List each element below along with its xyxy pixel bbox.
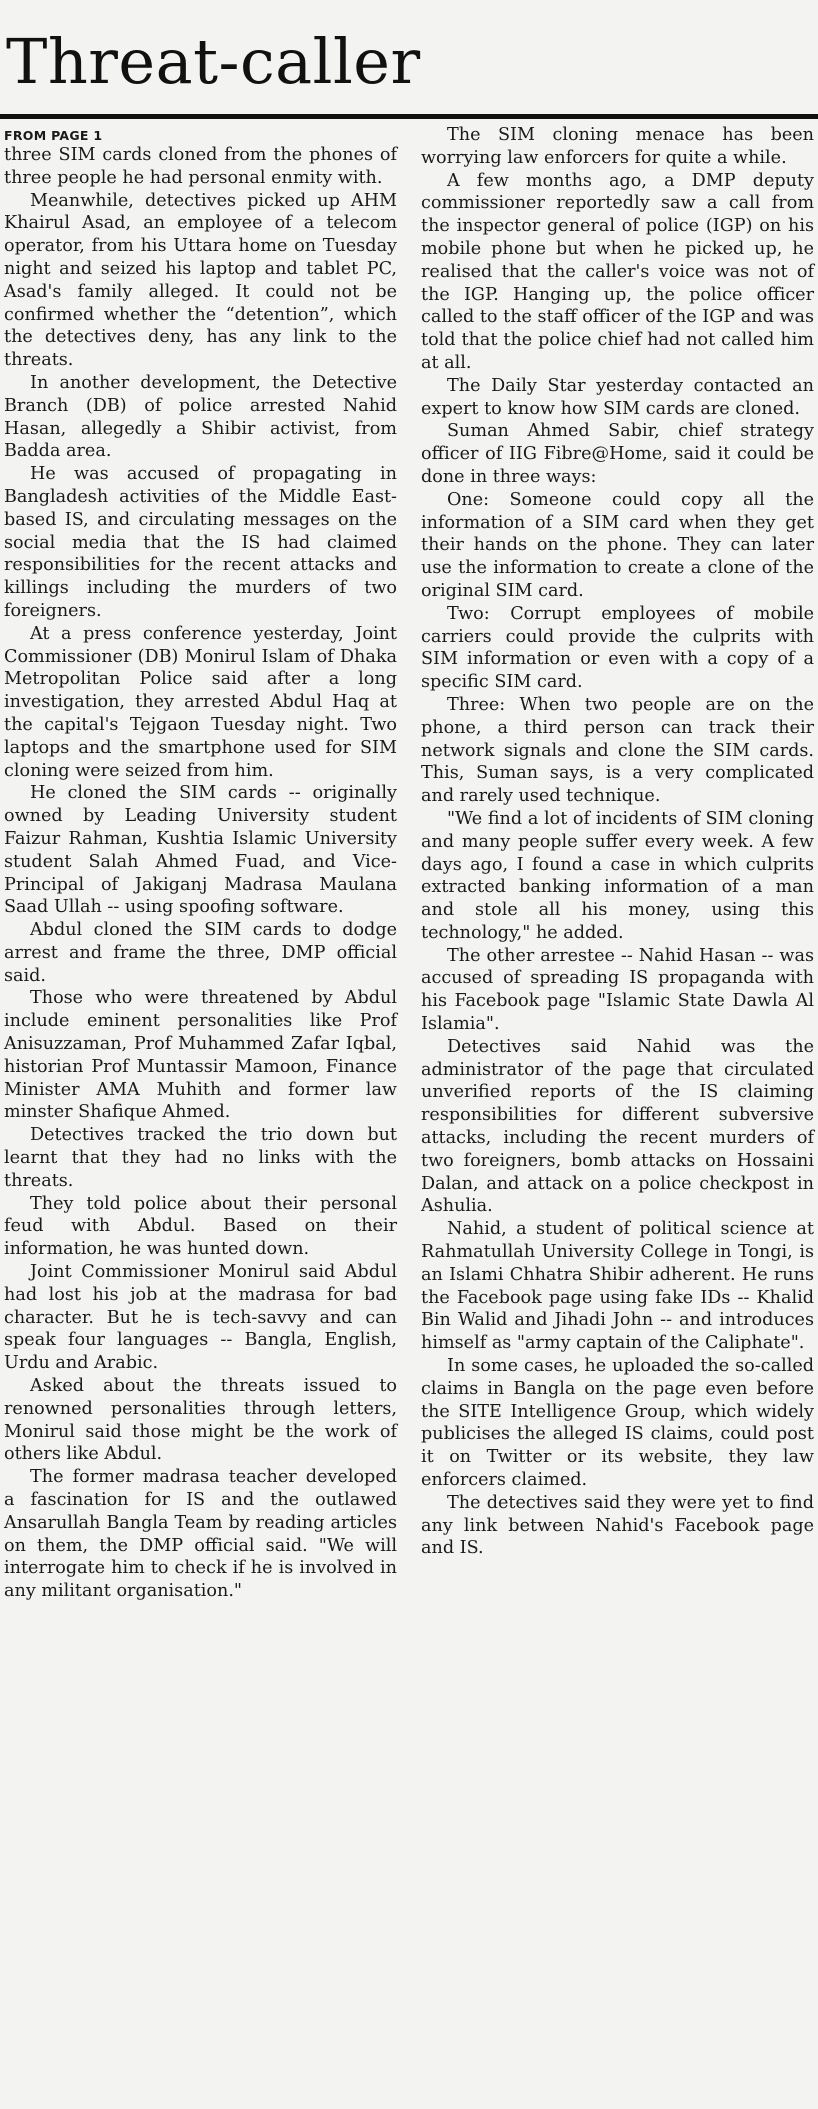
paragraph: "We find a lot of incidents of SIM cloning and many people suffer every week. A few days ago, I found a case in which culprits extracted banking information of a man and stole all his money, using this technology," he added.	[421, 808, 814, 943]
paragraph: They told police about their personal feud with Abdul. Based on their information, he was hunted down.	[4, 1193, 397, 1260]
paragraph: Detectives said Nahid was the administrator of the page that circulated unverified reports of the IS claiming responsibilities for different subversive attacks, including the recent murders of two foreigners, bomb attacks on Hossaini Dalan, and attack on a police checkpost in Ashulia.	[421, 1036, 814, 1217]
paragraph: Asked about the threats issued to renowned personalities through letters, Monirul said those might be the work of others like Abdul.	[4, 1376, 397, 1465]
paragraph: Two: Corrupt employees of mobile carriers could provide the culprits with SIM information or even with a copy of a specific SIM card.	[421, 603, 814, 693]
paragraph: A few months ago, a DMP deputy commissioner reportedly saw a call from the inspector general of police (IGP) on his mobile phone but when he picked up, he realised that the caller's voice was not of the IGP. Hanging up, the police officer called to the staff officer of the IGP and was told that the police chief had not called him at all.	[421, 170, 814, 373]
paragraph: He cloned the SIM cards -- originally owned by Leading University student Faizur Rahman, Kushtia Islamic University student Salah Ahmed Fuad, and Vice-Principal of Jakiganj Madrasa Maulana Saad Ullah -- using spoofing software.	[4, 783, 397, 918]
paragraph: three SIM cards cloned from the phones of three people he had personal enmity with.	[4, 145, 397, 188]
paragraph: Three: When two people are on the phone, a third person can track their network signals and clone the SIM cards. This, Suman says, is a very complicated and rarely used technique.	[421, 694, 814, 807]
paragraph: Meanwhile, detectives picked up AHM Khairul Asad, an employee of a telecom operator, from his Uttara home on Tuesday night and seized his laptop and tablet PC, Asad's family alleged. It could not be confirmed whether the “detention”, which the detectives deny, has any link to the threats.	[4, 190, 397, 371]
paragraph: One: Someone could copy all the information of a SIM card when they get their hands on the phone. They can later use the information to create a clone of the original SIM card.	[421, 489, 814, 601]
paragraph: In some cases, he uploaded the so-called claims in Bangla on the page even before the SITE Intelligence Group, which widely publicises the alleged IS claims, could post it on Twitter or its website, they law enforcers claimed.	[421, 1356, 814, 1491]
left-column	[4, 124, 397, 1603]
paragraph: He was accused of propagating in Bangladesh activities of the Middle East-based IS, and circulating messages on the social media that the IS had claimed responsibilities for the recent attacks and killings including the murders of two foreigners.	[4, 464, 397, 621]
headline-rule	[0, 114, 818, 119]
paragraph: The other arrestee -- Nahid Hasan -- was accused of spreading IS propaganda with his Facebook page "Islamic State Dawla Al Islamia".	[421, 945, 814, 1035]
paragraph: The detectives said they were yet to find any link between Nahid's Facebook page and IS.	[421, 1492, 814, 1559]
paragraph: Those who were threatened by Abdul include eminent personalities like Prof Anisuzzaman, Prof Muhammed Zafar Iqbal, historian Prof Muntassir Mamoon, Finance Minister AMA Muhith and former law minster Shafique Ahmed.	[4, 988, 397, 1123]
right-column	[421, 124, 814, 1560]
paragraph: Nahid, a student of political science at Rahmatullah University College in Tongi, is an Islami Chhatra Shibir adherent. He runs the Facebook page using fake IDs -- Khalid Bin Walid and Jihadi John -- and introduces himself as "army captain of the Caliphate".	[421, 1219, 814, 1354]
paragraph: Detectives tracked the trio down but learnt that they had no links with the threats.	[4, 1125, 397, 1191]
paragraph: The former madrasa teacher developed a fascination for IS and the outlawed Ansarullah Bangla Team by reading articles on them, the DMP official said. "We will interrogate him to check if he is involved in any militant organisation."	[4, 1467, 397, 1602]
paragraph: At a press conference yesterday, Joint Commissioner (DB) Monirul Islam of Dhaka Metropolitan Police said after a long investigation, they arrested Abdul Haq at the capital's Tejgaon Tuesday night. Two laptops and the smartphone used for SIM cloning were seized from him.	[4, 623, 397, 781]
paragraph: The Daily Star yesterday contacted an expert to know how SIM cards are cloned.	[421, 375, 814, 419]
paragraph: Joint Commissioner Monirul said Abdul had lost his job at the madrasa for bad character. But he is tech-savvy and can speak four languages -- Bangla, English, Urdu and Arabic.	[4, 1262, 397, 1374]
paragraph: Suman Ahmed Sabir, chief strategy officer of IIG Fibre@Home, said it could be done in three ways:	[421, 421, 814, 487]
paragraph: In another development, the Detective Branch (DB) of police arrested Nahid Hasan, allegedly a Shibir activist, from Badda area.	[4, 372, 397, 462]
paragraph: Abdul cloned the SIM cards to dodge arrest and frame the three, DMP official said.	[4, 920, 397, 986]
paragraph: The SIM cloning menace has been worrying law enforcers for quite a while.	[421, 125, 814, 168]
headline: Threat-caller	[6, 25, 421, 98]
kicker: FROM PAGE 1	[4, 128, 103, 143]
